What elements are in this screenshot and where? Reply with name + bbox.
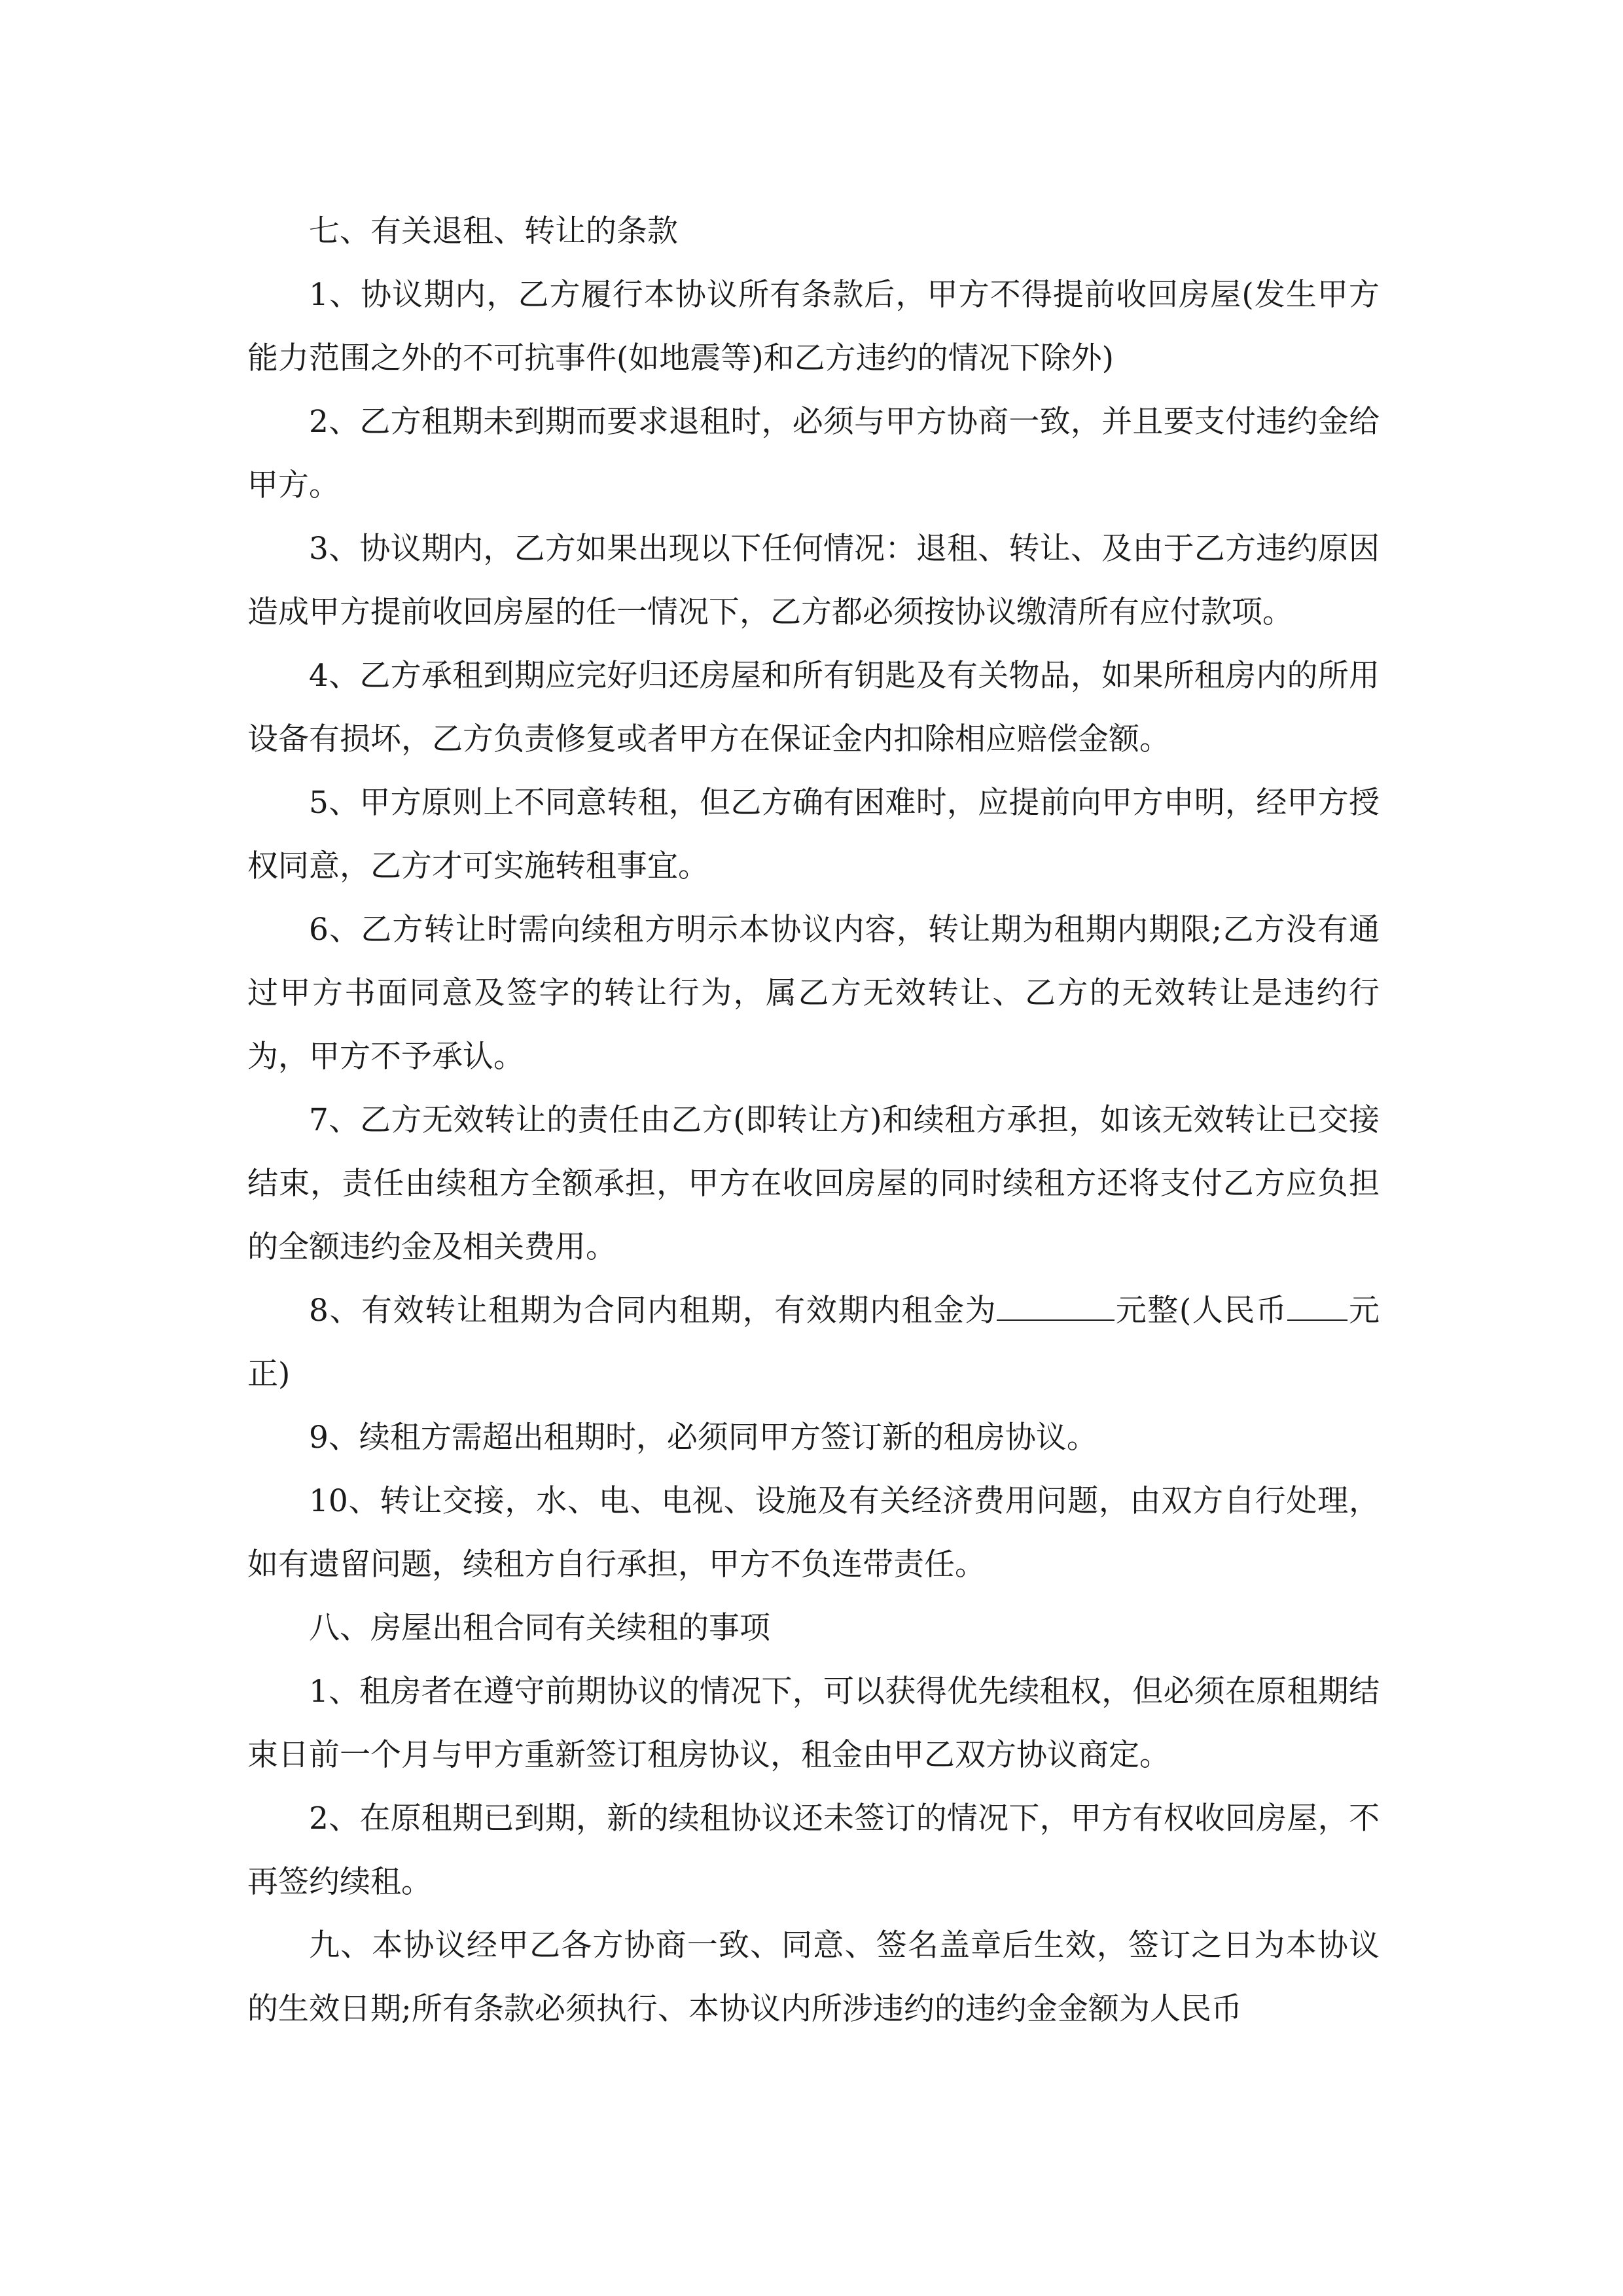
clause-8-2: 2、在原租期已到期，新的续租协议还未签订的情况下，甲方有权收回房屋，不再签约续租。 bbox=[247, 1801, 1380, 1900]
clause-7-3: 3、协议期内，乙方如果出现以下任何情况：退租、转让、及由于乙方违约原因造成甲方提前收回房屋的任一情况下，乙方都必须按协议缴清所有应付款项。 bbox=[247, 531, 1380, 630]
rmb-amount-blank bbox=[1287, 1293, 1347, 1321]
clause-7-4: 4、乙方承租到期应完好归还房屋和所有钥匙及有关物品，如果所租房内的所用设备有损坏，乙方负责修复或者甲方在保证金内扣除相应赔偿金额。 bbox=[247, 658, 1380, 757]
clause-7-8-text-a: 8、有效转让租期为合同内租期，有效期内租金为 bbox=[309, 1293, 997, 1329]
clause-7-1: 1、协议期内，乙方履行本协议所有条款后，甲方不得提前收回房屋(发生甲方能力范围之外的不可抗事件(如地震等)和乙方违约的情况下除外) bbox=[247, 277, 1380, 376]
clause-7-5: 5、甲方原则上不同意转租，但乙方确有困难时，应提前向甲方申明，经甲方授权同意，乙方才可实施转租事宜。 bbox=[247, 785, 1380, 884]
document-body bbox=[247, 200, 1380, 2041]
clause-7-8 bbox=[247, 1279, 1380, 1406]
clause-8-1: 1、租房者在遵守前期协议的情况下，可以获得优先续租权，但必须在原租期结束日前一个月与甲方重新签订租房协议，租金由甲乙双方协议商定。 bbox=[247, 1674, 1380, 1773]
clause-7-8-text-b: 元整(人民币 bbox=[1115, 1293, 1288, 1329]
clause-7-7: 7、乙方无效转让的责任由乙方(即转让方)和续租方承担，如该无效转让已交接结束，责任由续租方全额承担，甲方在收回房屋的同时续租方还将支付乙方应负担的全额违约金及相关费用。 bbox=[247, 1102, 1380, 1265]
clause-7-6: 6、乙方转让时需向续租方明示本协议内容，转让期为租期内期限;乙方没有通过甲方书面同意及签字的转让行为，属乙方无效转让、乙方的无效转让是违约行为，甲方不予承认。 bbox=[247, 912, 1380, 1075]
section-9: 九、本协议经甲乙各方协商一致、同意、签名盖章后生效，签订之日为本协议的生效日期;所有条款必须执行、本协议内所涉违约的违约金金额为人民币 bbox=[247, 1928, 1380, 2027]
rent-amount-blank bbox=[997, 1293, 1115, 1321]
section-8-heading: 八、房屋出租合同有关续租的事项 bbox=[309, 1610, 770, 1646]
section-7-heading: 七、有关退租、转让的条款 bbox=[309, 213, 678, 249]
clause-7-2: 2、乙方租期未到期而要求退租时，必须与甲方协商一致，并且要支付违约金给甲方。 bbox=[247, 404, 1380, 503]
clause-7-10: 10、转让交接，水、电、电视、设施及有关经济费用问题，由双方自行处理，如有遗留问题，续租方自行承担，甲方不负连带责任。 bbox=[247, 1483, 1380, 1583]
clause-7-9: 9、续租方需超出租期时，必须同甲方签订新的租房协议。 bbox=[309, 1420, 1097, 1456]
clause-7-8-text-c: 元正) bbox=[247, 1293, 1380, 1392]
